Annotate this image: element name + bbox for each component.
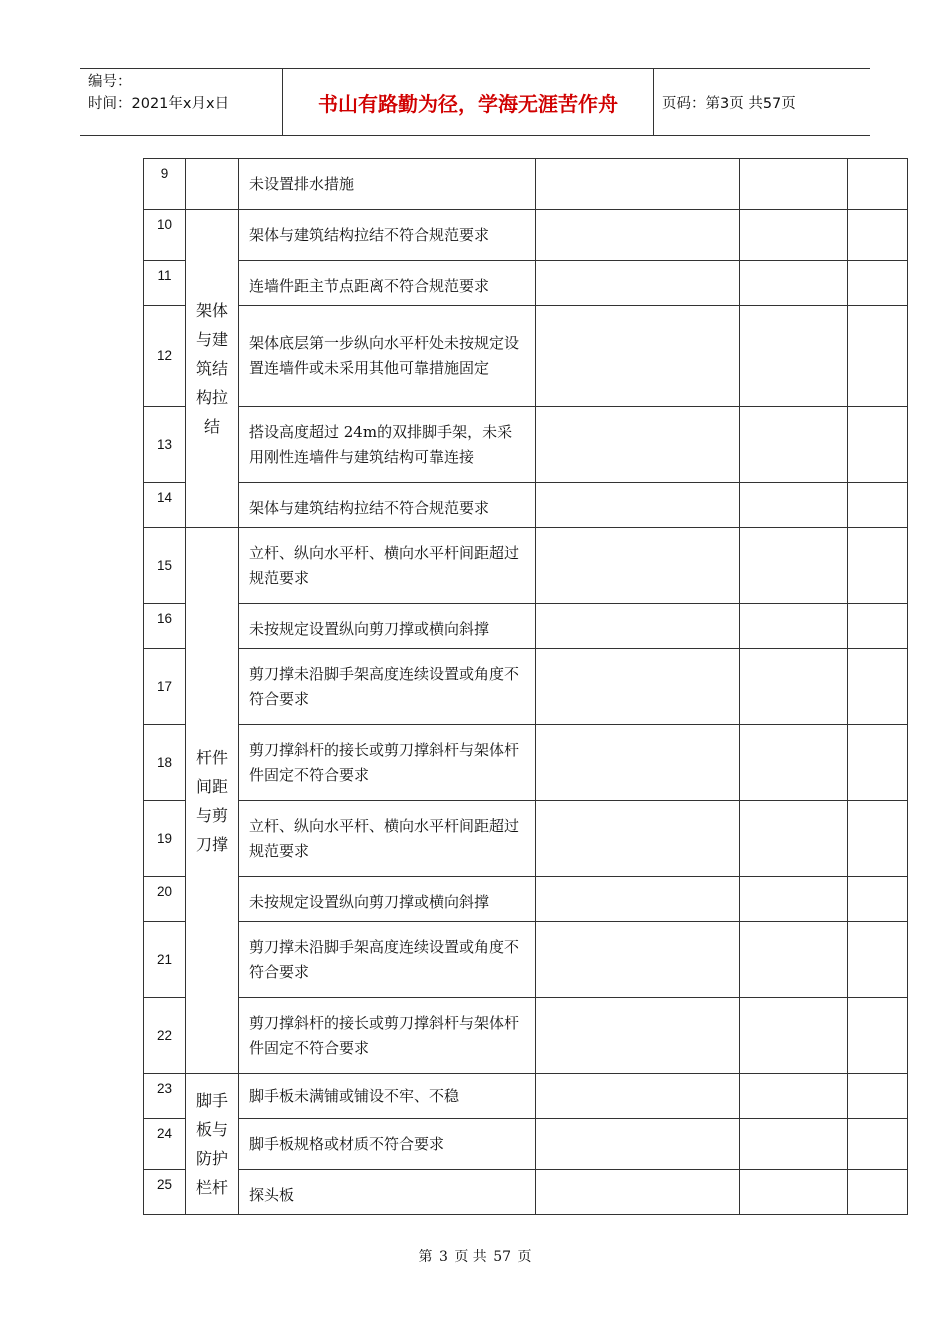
footer-suffix: 页: [517, 1249, 532, 1265]
row-number: 11: [144, 261, 186, 306]
blank-cell: [848, 483, 908, 528]
row-number: 22: [144, 998, 186, 1074]
category-line: 板与: [195, 1120, 228, 1139]
item-text: 架体底层第一步纵向水平杆处未按规定设置连墙件或未采用其他可靠措施固定: [239, 306, 536, 407]
header-meta: [80, 69, 283, 136]
item-text: 未设置排水措施: [239, 159, 536, 210]
blank-cell: [848, 649, 908, 725]
blank-cell: [536, 159, 740, 210]
row-number: 14: [144, 483, 186, 528]
item-text: 剪刀撑未沿脚手架高度连续设置或角度不符合要求: [239, 649, 536, 725]
item-text: 剪刀撑斜杆的接长或剪刀撑斜杆与架体杆件固定不符合要求: [239, 998, 536, 1074]
row-number: 25: [144, 1170, 186, 1215]
table-row: [144, 801, 908, 877]
table-row: [144, 1170, 908, 1215]
item-text: 搭设高度超过 24m的双排脚手架，未采用刚性连墙件与建筑结构可靠连接: [239, 407, 536, 483]
blank-cell: [848, 1119, 908, 1170]
category-line: 杆件: [195, 747, 228, 767]
category-label: [186, 210, 239, 528]
blank-cell: [848, 922, 908, 998]
row-number: 9: [144, 159, 186, 210]
blank-cell: [740, 1074, 848, 1119]
blank-cell: [848, 261, 908, 306]
blank-cell: [740, 1119, 848, 1170]
category-line: 与建: [195, 330, 228, 349]
row-number: 18: [144, 725, 186, 801]
blank-cell: [536, 306, 740, 407]
blank-cell: [536, 922, 740, 998]
table-row: [144, 922, 908, 998]
item-text: 剪刀撑未沿脚手架高度连续设置或角度不符合要求: [239, 922, 536, 998]
item-text: 脚手板规格或材质不符合要求: [239, 1119, 536, 1170]
table-row: [144, 998, 908, 1074]
footer-page-number: 3: [438, 1249, 448, 1265]
category-cell: [186, 159, 239, 210]
blank-cell: [740, 210, 848, 261]
blank-cell: [536, 801, 740, 877]
blank-cell: [848, 998, 908, 1074]
row-number: 10: [144, 210, 186, 261]
table-row: [144, 604, 908, 649]
blank-cell: [740, 877, 848, 922]
motto: 书山有路勤为径，学海无涯苦作舟: [283, 69, 654, 136]
table-row: [144, 261, 908, 306]
blank-cell: [848, 801, 908, 877]
time-label: 时间：2021年x月x日: [88, 96, 230, 112]
page-footer: [0, 1246, 950, 1266]
category-line: 筑结: [195, 359, 228, 378]
table-row: [144, 725, 908, 801]
blank-cell: [740, 922, 848, 998]
blank-cell: [740, 801, 848, 877]
item-text: 连墙件距主节点距离不符合规范要求: [239, 261, 536, 306]
item-text: 剪刀撑斜杆的接长或剪刀撑斜杆与架体杆件固定不符合要求: [239, 725, 536, 801]
blank-cell: [740, 306, 848, 407]
row-number: 20: [144, 877, 186, 922]
row-number: 15: [144, 528, 186, 604]
number-label: 编号：: [88, 74, 132, 90]
row-number: 24: [144, 1119, 186, 1170]
table-row: [144, 159, 908, 210]
blank-cell: [740, 261, 848, 306]
blank-cell: [740, 159, 848, 210]
row-number: 17: [144, 649, 186, 725]
item-text: 未按规定设置纵向剪刀撑或横向斜撑: [239, 604, 536, 649]
blank-cell: [740, 407, 848, 483]
table-row: [144, 649, 908, 725]
blank-cell: [740, 725, 848, 801]
item-text: 未按规定设置纵向剪刀撑或横向斜撑: [239, 877, 536, 922]
blank-cell: [848, 159, 908, 210]
footer-mid: 页 共: [454, 1249, 487, 1265]
item-text: 脚手板未满铺或铺设不牢、不稳: [239, 1074, 536, 1119]
blank-cell: [536, 1170, 740, 1215]
category-line: 结: [203, 417, 220, 436]
blank-cell: [536, 1074, 740, 1119]
blank-cell: [740, 1170, 848, 1215]
blank-cell: [740, 483, 848, 528]
blank-cell: [848, 604, 908, 649]
blank-cell: [848, 1074, 908, 1119]
blank-cell: [536, 210, 740, 261]
category-line: 防护: [195, 1149, 228, 1168]
item-text: 立杆、纵向水平杆、横向水平杆间距超过规范要求: [239, 528, 536, 604]
table-row: [144, 210, 908, 261]
blank-cell: [536, 877, 740, 922]
blank-cell: [740, 528, 848, 604]
blank-cell: [848, 725, 908, 801]
category-line: 架体: [195, 301, 228, 320]
table-row: [144, 1119, 908, 1170]
row-number: 13: [144, 407, 186, 483]
blank-cell: [536, 998, 740, 1074]
blank-cell: [536, 649, 740, 725]
blank-cell: [848, 528, 908, 604]
row-number: 16: [144, 604, 186, 649]
blank-cell: [536, 261, 740, 306]
page-code: 页码：第3页 共57页: [654, 69, 871, 136]
table-row: [144, 407, 908, 483]
blank-cell: [536, 1119, 740, 1170]
item-text: 架体与建筑结构拉结不符合规范要求: [239, 210, 536, 261]
blank-cell: [848, 306, 908, 407]
category-label: [186, 1074, 239, 1215]
blank-cell: [848, 210, 908, 261]
table-row: [144, 1074, 908, 1119]
footer-total-pages: 57: [493, 1249, 512, 1265]
inspection-table: [143, 158, 908, 1215]
blank-cell: [536, 528, 740, 604]
table-row: [144, 306, 908, 407]
table-row: [144, 877, 908, 922]
blank-cell: [740, 998, 848, 1074]
category-line: 脚手: [195, 1091, 228, 1110]
blank-cell: [536, 725, 740, 801]
category-line: 与剪: [195, 805, 228, 825]
category-line: 刀撑: [195, 834, 228, 854]
blank-cell: [740, 604, 848, 649]
category-label: [186, 528, 239, 1074]
page-header: [80, 68, 870, 136]
row-number: 21: [144, 922, 186, 998]
blank-cell: [536, 483, 740, 528]
blank-cell: [536, 407, 740, 483]
row-number: 19: [144, 801, 186, 877]
footer-prefix: 第: [418, 1249, 433, 1265]
blank-cell: [848, 877, 908, 922]
table-row: [144, 528, 908, 604]
item-text: 探头板: [239, 1170, 536, 1215]
row-number: 23: [144, 1074, 186, 1119]
row-number: 12: [144, 306, 186, 407]
category-line: 间距: [195, 776, 228, 796]
blank-cell: [848, 1170, 908, 1215]
table-row: [144, 483, 908, 528]
blank-cell: [536, 604, 740, 649]
blank-cell: [848, 407, 908, 483]
item-text: 架体与建筑结构拉结不符合规范要求: [239, 483, 536, 528]
category-line: 栏杆: [195, 1178, 228, 1197]
blank-cell: [740, 649, 848, 725]
item-text: 立杆、纵向水平杆、横向水平杆间距超过规范要求: [239, 801, 536, 877]
category-line: 构拉: [195, 388, 228, 407]
